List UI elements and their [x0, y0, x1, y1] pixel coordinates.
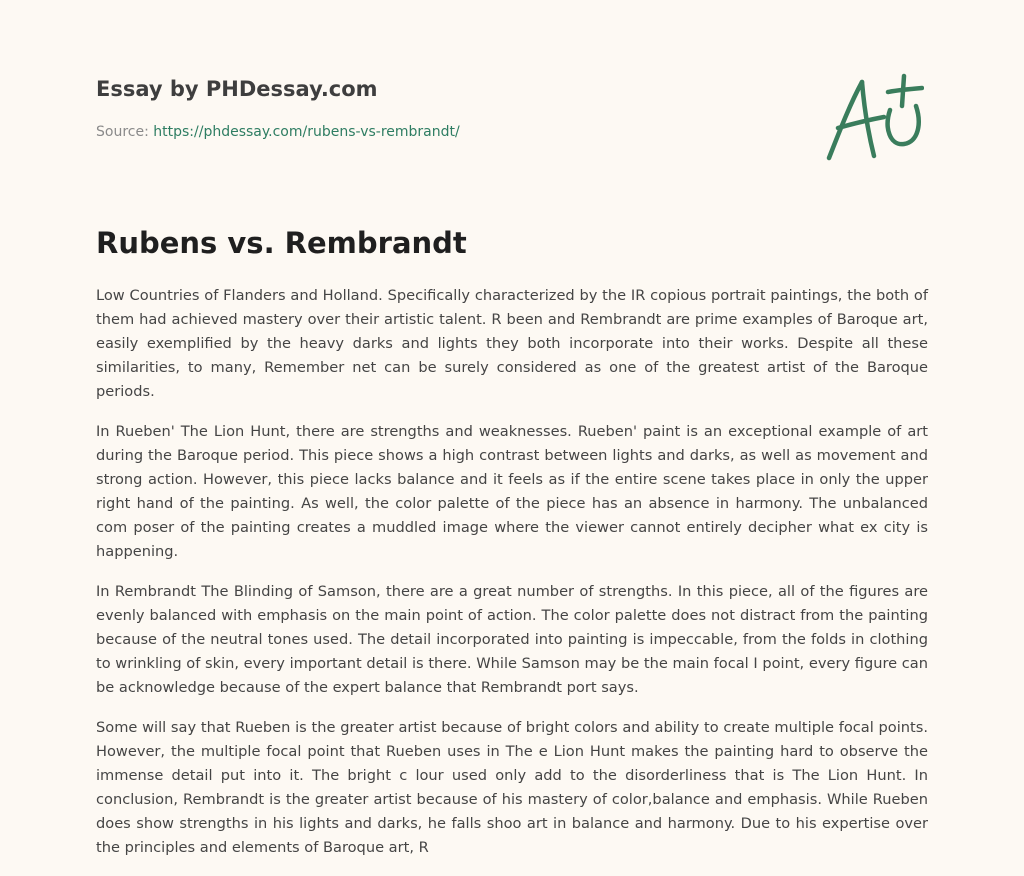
essay-title: Rubens vs. Rembrandt [96, 226, 467, 260]
source-label: Source: [96, 124, 154, 140]
essay-paragraph: Low Countries of Flanders and Holland. Specifically characterized by the IR copious portrait paintings, the both of them had achieved mastery over their artistic talent. R been and Rembrandt are prime examples of Baroque art, easily exemplified by the heavy darks and lights they both incorporate into their works. Despite all these similarities, to many, Remember net can be surely considered as one of the greatest artist of the Baroque periods. [96, 287, 928, 400]
essay-body [96, 284, 928, 876]
essay-paragraph: Some will say that Rueben is the greater artist because of bright colors and ability to create multiple focal points. However, the multiple focal point that Rueben uses in The e Lion Hunt makes the painting hard to observe the immense detail put into it. The bright c lour used only add to the disorderliness that is The Lion Hunt. In conclusion, Rembrandt is the greater artist because of his mastery of color,balance and emphasis. While Rueben does show strengths in his lights and darks, he falls shoo art in balance and harmony. Due to his expertise over the principles and elements of Baroque art, R [96, 719, 928, 856]
essay-paragraph: In Rueben' The Lion Hunt, there are strengths and weaknesses. Rueben' paint is an exceptional example of art during the Baroque period. This piece shows a high contrast between lights and darks, as well as movement and strong action. However, this piece lacks balance and it feels as if the entire scene takes place in only the upper right hand of the painting. As well, the color palette of the piece has an absence in harmony. The unbalanced com poser of the painting creates a muddled image where the viewer cannot entirely decipher what ex city is happening. [96, 423, 928, 560]
source-link[interactable]: https://phdessay.com/rubens-vs-rembrandt/ [153, 124, 460, 140]
brand-title: Essay by PHDessay.com [96, 77, 378, 101]
a-plus-grade-icon [824, 70, 924, 164]
source-line [96, 124, 460, 140]
essay-paragraph: In Rembrandt The Blinding of Samson, there are a great number of strengths. In this piece, all of the figures are evenly balanced with emphasis on the main point of action. The color palette does not distract from the painting because of the neutral tones used. The detail incorporated into painting is impeccable, from the folds in clothing to wrinkling of skin, every important detail is there. While Samson may be the main focal I point, every figure can be acknowledge because of the expert balance that Rembrandt port says. [96, 583, 928, 696]
